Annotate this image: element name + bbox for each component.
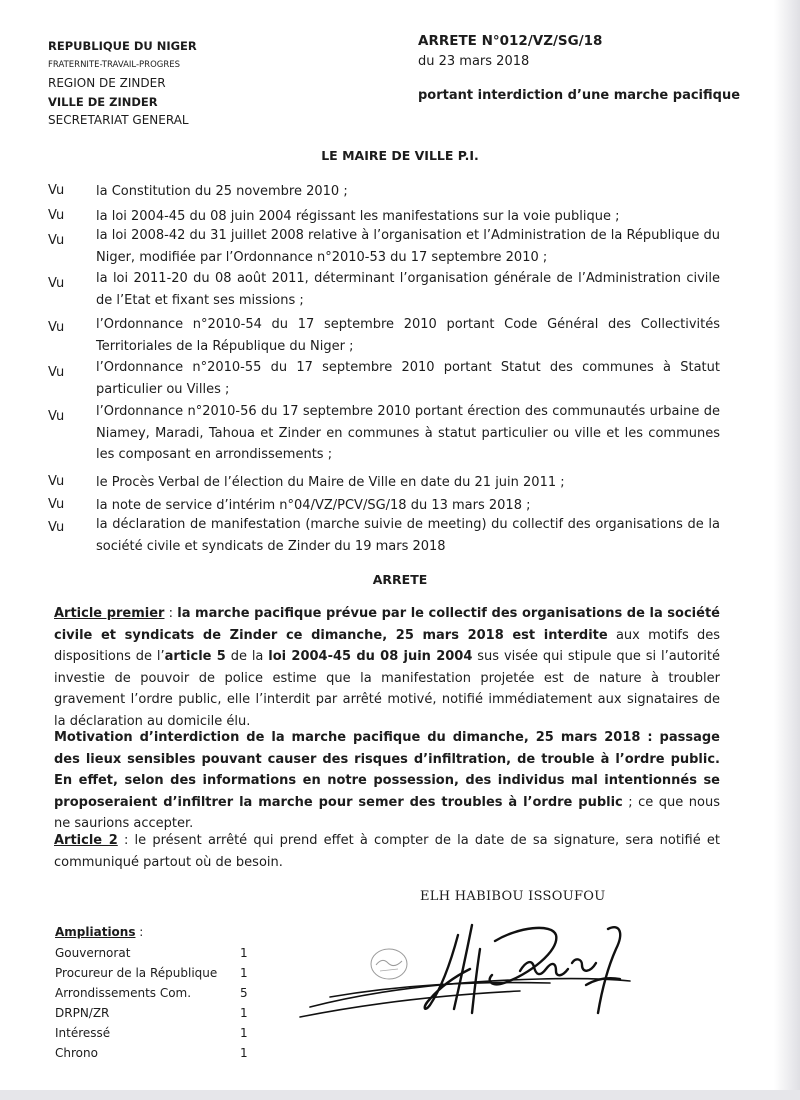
consideration-text: la déclaration de manifestation (marche suivie de meeting) du collectif des organisations de la société civile et syndicats de Zinder du 19 mars 2018 [96,517,720,554]
article-2-label: Article 2 [54,833,118,848]
vu-label: Vu [48,365,65,380]
national-motto: FRATERNITE-TRAVAIL-PROGRES [48,59,181,70]
city-name: VILLE DE ZINDER [48,94,158,109]
secretariat-name: SECRETARIAT GENERAL [48,113,189,127]
scan-page-edge [774,0,800,1100]
scan-bottom-edge [0,1090,800,1100]
issuer-block [48,37,197,130]
article-1-separator: : [164,606,178,621]
consideration-text: la note de service d’intérim n°04/VZ/PCV/SG/18 du 13 mars 2018 ; [96,498,531,513]
motivation-closing: ; ce que nous ne saurions accepter. [54,794,720,831]
ampliation-count: 1 [240,1006,248,1020]
article-1-text: de la [225,649,269,664]
decree-reference-block [418,30,740,103]
motivation-text: Motivation d’interdiction de la marche pacifique du dimanche, 25 mars 2018 : passage des lieux sensibles pouvant causer des risques d’infiltration, de trouble à l’ordre public. En effet, selon des informations en notre possession, des individus mal intentionnés se proposeraient d’infiltrer la marche pour semer des troubles à l’ordre public [54,730,720,810]
vu-label: Vu [48,183,65,198]
ampliation-count: 5 [240,986,248,1000]
vu-label: Vu [48,409,65,424]
ampliation-count: 1 [240,1026,248,1040]
handwritten-signature [290,905,640,1030]
consideration-text: la loi 2004-45 du 08 juin 2004 régissant les manifestations sur la voie publique ; [96,209,620,224]
issuing-authority: LE MAIRE DE VILLE P.I. [321,148,479,163]
republic-name: REPUBLIQUE DU NIGER [48,39,197,53]
article-1 [54,603,720,732]
vu-label: Vu [48,520,65,535]
decree-number: ARRETE N°012/VZ/SG/18 [418,33,603,49]
ampliation-count: 1 [240,966,248,980]
vu-label: Vu [48,233,65,248]
consideration-text: l’Ordonnance n°2010-56 du 17 septembre 2010 portant érection des communautés urbaine de Niamey, Maradi, Tahoua et Zinder en communes à statut particulier ou ville et les communes les composant en arrondissements ; [96,404,720,462]
motivation-paragraph [54,727,720,835]
consideration-text: la loi 2008-42 du 31 juillet 2008 relative à l’organisation et l’Administration de la République du Niger, modifiée par l’Ordonnance n°2010-53 du 17 septembre 2010 ; [96,228,720,265]
ampliation-recipient: DRPN/ZR [55,1006,110,1020]
ampliations-title-suffix: : [135,925,144,939]
ampliations-title: Ampliations [55,925,136,939]
consideration-text: l’Ordonnance n°2010-54 du 17 septembre 2010 portant Code Général des Collectivités Territoriales de la République du Niger ; [96,317,720,354]
article-1-text: sus visée qui stipule que si l’autorité investie de pouvoir de police estime que la manifestation projetée est de nature à troubler gravement l’ordre public, elle l’interdit par arrêté motivé, notifié immédiatement aux signataires de la déclaration au domicile élu. [54,649,721,729]
decree-subject: portant interdiction d’une marche pacifique [418,88,741,103]
vu-label: Vu [48,320,65,335]
consideration-text: l’Ordonnance n°2010-55 du 17 septembre 2010 portant Statut des communes à Statut particulier ou Villes ; [96,360,720,397]
consideration-text: le Procès Verbal de l’élection du Maire de Ville en date du 21 juin 2011 ; [96,475,565,490]
decision-heading: ARRETE [372,572,428,587]
decree-date: du 23 mars 2018 [418,54,530,69]
ampliation-count: 1 [240,946,248,960]
region-name: REGION DE ZINDER [48,76,166,90]
ampliation-count: 1 [240,1046,248,1060]
ampliation-recipient: Chrono [55,1046,98,1060]
consideration-text: la loi 2011-20 du 08 août 2011, déterminant l’organisation générale de l’Administration civile de l’Etat et fixant ses missions ; [96,271,720,308]
article-1-decision: la marche pacifique prévue par le collectif des organisations de la société civile et syndicats de Zinder ce dimanche, 25 mars 2018 est interdite [54,606,720,643]
vu-label: Vu [48,497,65,512]
article-1-ref-law: loi 2004-45 du 08 juin 2004 [268,649,473,664]
article-1-text: aux motifs des dispositions de l’ [54,627,720,664]
ampliation-recipient: Intéressé [55,1026,111,1040]
vu-label: Vu [48,276,65,291]
article-1-ref-article: article 5 [164,649,226,664]
signatory-name: ELH HABIBOU ISSOUFOU [420,889,606,904]
ampliations-heading [55,925,143,939]
ampliation-recipient: Procureur de la République [55,966,218,980]
article-2 [54,830,720,873]
ampliation-recipient: Arrondissements Com. [55,986,192,1000]
consideration-text: la Constitution du 25 novembre 2010 ; [96,184,348,199]
vu-label: Vu [48,208,65,223]
article-1-label: Article premier [54,606,165,621]
article-2-text: : le présent arrêté qui prend effet à compter de la date de sa signature, sera notifié et communiqué partout où de besoin. [54,833,720,870]
vu-label: Vu [48,474,65,489]
ampliation-recipient: Gouvernorat [55,946,131,960]
